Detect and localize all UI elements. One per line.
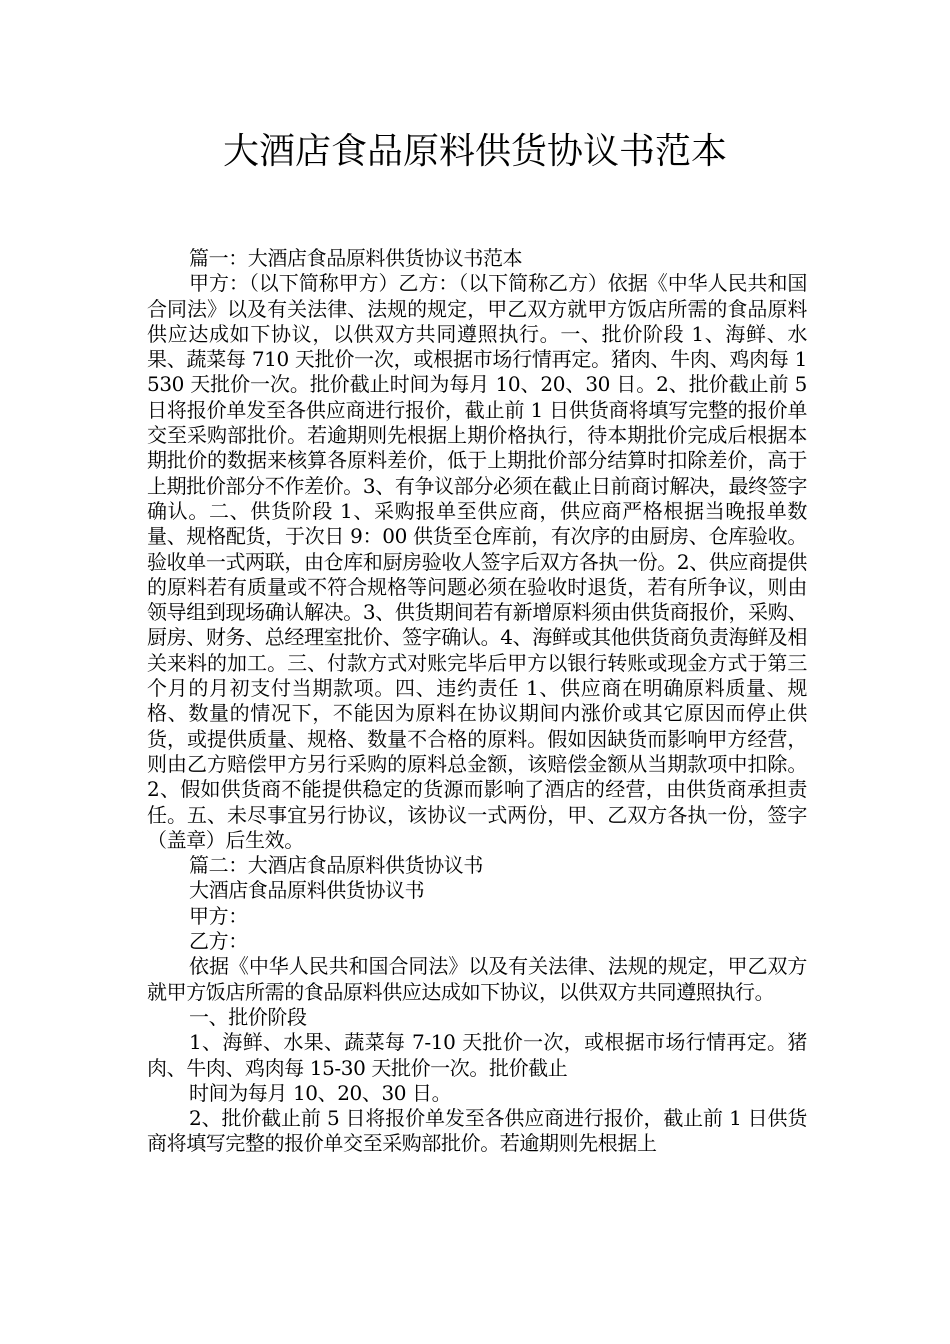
section-heading-part-two: 篇二：大酒店食品原料供货协议书: [189, 853, 483, 878]
section-heading-part-one: 篇一：大酒店食品原料供货协议书范本: [189, 246, 523, 270]
party-b-line: 乙方：: [189, 929, 248, 954]
document-title: 大酒店食品原料供货协议书范本: [222, 131, 727, 172]
clause-pricing-item-1: 1、海鲜、水果、蔬菜每 7-10 天批价一次，或根据市场行情再定。猪肉、牛肉、鸡肉每 15-30 天批价一次。批价截止: [147, 1030, 807, 1080]
agreement-subtitle: 大酒店食品原料供货协议书: [189, 878, 425, 903]
clause-heading-pricing: 一、批价阶段: [189, 1004, 307, 1029]
clause-pricing-item-2: 2、批价截止前 5 日将报价单发至各供应商进行报价，截止前 1 日供货商将填写完整的报价单交至采购部批价。若逾期则先根据上: [147, 1106, 807, 1156]
agreement-text-part-one: 甲方：（以下简称甲方）乙方：（以下简称乙方）依据《中华人民共和国合同法》以及有关法律、法规的规定，甲乙双方就甲方饭店所需的食品原料供应达成如下协议，以供双方共同遵照执行。一、批价阶段 1、海鲜、水果、蔬菜每 710 天批价一次，或根据市场行情再定。猪肉、牛肉、鸡肉每 1530 天批价一次。批价截止时间为每月 10、20、30 日。2、批价截止前 5 日将报价单发至各供应商进行报价，截止前 1 日供货商将填写完整的报价单交至采购部批价。若逾期则先根据上期价格执行，待本期批价完成后根据本期批价的数据来核算各原料差价，低于上期批价部分结算时扣除差价，高于上期批价部分不作差价。3、有争议部分必须在截止日前商讨解决，最终签字确认。二、供货阶段 1、采购报单至供应商，供应商严格根据当晚报单数量、规格配货，于次日 9：00 供货至仓库前，有次序的由厨房、仓库验收。验收单一式两联，由仓库和厨房验收人签字后双方各执一份。2、供应商提供的原料若有质量或不符合规格等问题必须在验收时退货，若有所争议，则由领导组到现场确认解决。3、供货期间若有新增原料须由供货商报价，采购、厨房、财务、总经理室批价、签字确认。4、海鲜或其他供货商负责海鲜及相关来料的加工。三、付款方式对账完毕后甲方以银行转账或现金方式于第三个月的月初支付当期款项。四、违约责任 1、供应商在明确原料质量、规格、数量的情况下，不能因为原料在协议期间内涨价或其它原因而停止供货，或提供质量、规格、数量不合格的原料。假如因缺货而影响甲方经营，则由乙方赔偿甲方另行采购的原料总金额，该赔偿金额从当期款项中扣除。2、假如供货商不能提供稳定的货源而影响了酒店的经营，由供货商承担责任。五、未尽事宜另行协议，该协议一式两份，甲、乙双方各执一份，签字（盖章）后生效。: [147, 271, 807, 852]
party-a-line: 甲方：: [189, 903, 248, 928]
agreement-preamble: 依据《中华人民共和国合同法》以及有关法律、法规的规定，甲乙双方就甲方饭店所需的食品原料供应达成如下协议，以供双方共同遵照执行。: [147, 954, 807, 1004]
clause-pricing-deadline: 时间为每月 10、20、30 日。: [189, 1080, 452, 1105]
document-body: [147, 246, 807, 1157]
